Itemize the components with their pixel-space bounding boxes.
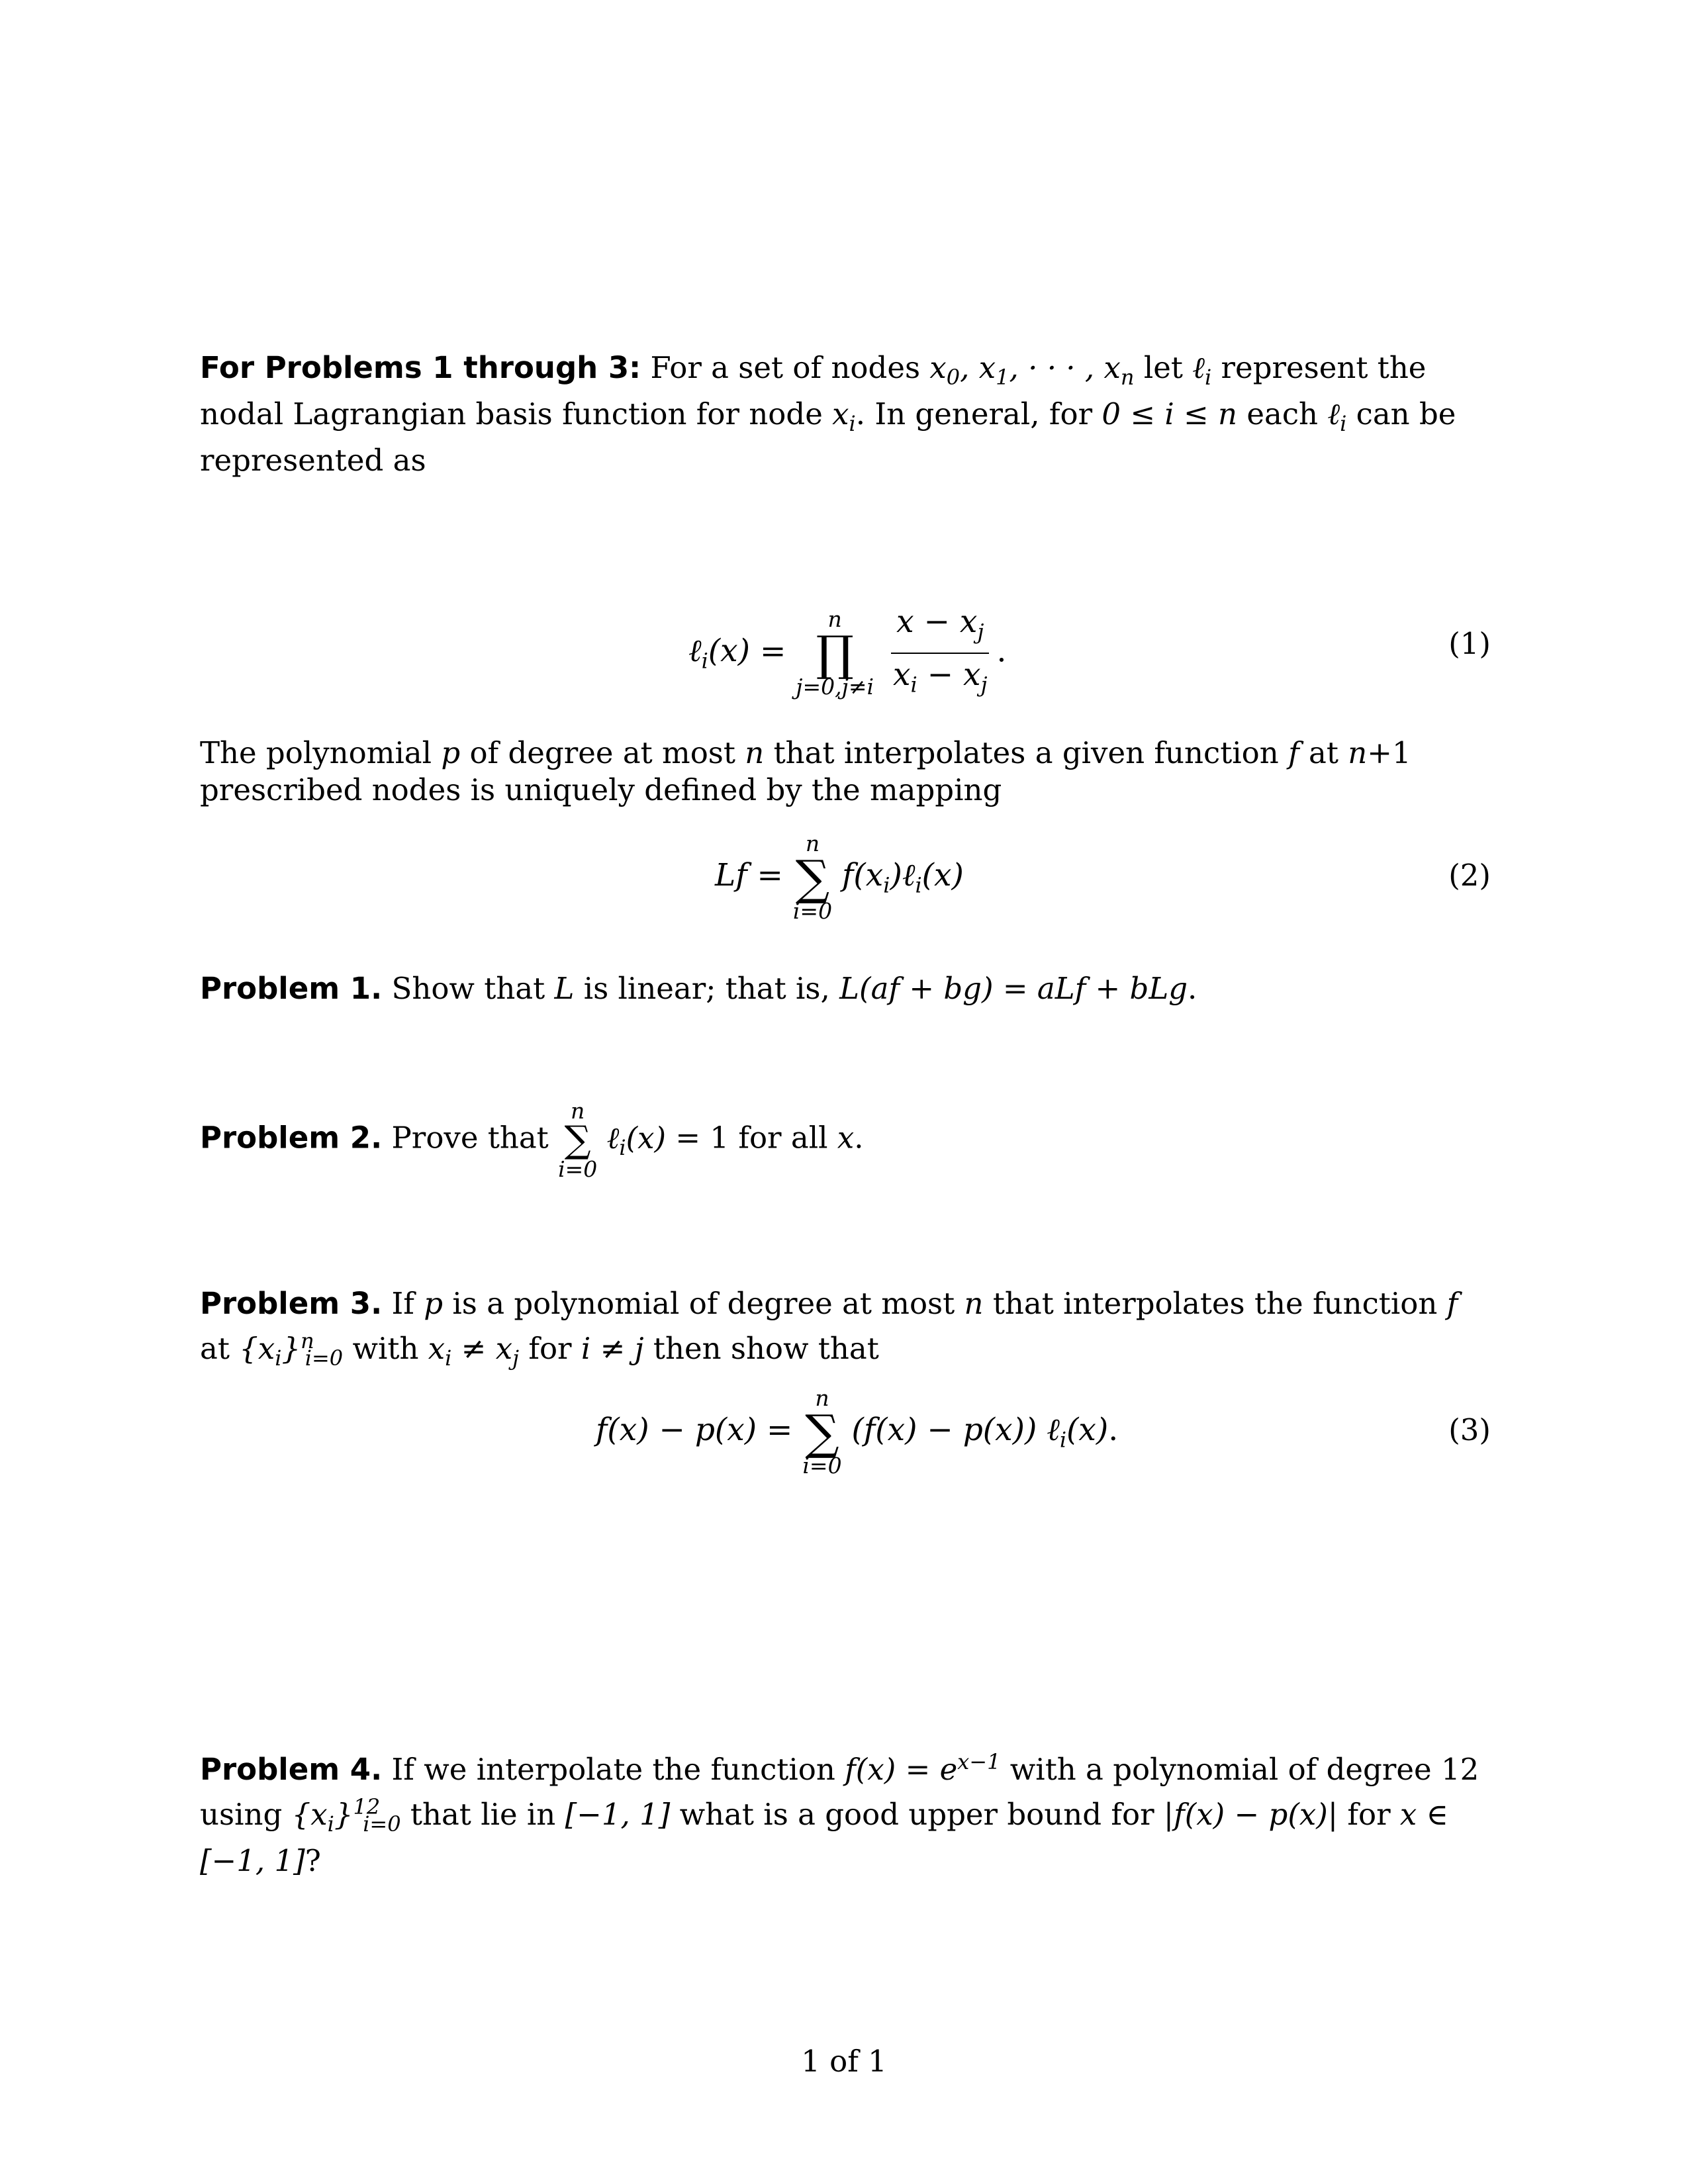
page-number: 1 of 1: [801, 2044, 887, 2079]
equation-3-number: (3): [1448, 1412, 1491, 1447]
intro-paragraph: For Problems 1 through 3: For a set of nodes $x_0$, $x_1$, · · · , $x_n$ let ℓ$_i$ represent the nodal Lagrangian basis function for node $x_i$. In general, for 0 ≤ i ≤ n each ℓ$_i$ can be represented as: [200, 350, 1456, 478]
problem-3-label: Problem 3.: [200, 1286, 383, 1321]
equation-1-number: (1): [1448, 626, 1491, 661]
equation-1: ℓ$_i$(x) = n ∏ j=0,j≠i $\frac{x - x_j}{x_i - x_j}$ .: [688, 604, 1007, 700]
equation-3: f(x) − p(x) = n ∑ i=0 (f(x) − p(x)) ℓ$_i$(x).: [596, 1385, 1119, 1479]
math-nodes: $x_0$, $x_1$, · · · , $x_n$: [929, 350, 1135, 390]
equation-2-number: (2): [1448, 858, 1491, 893]
intro-text: For a set of nodes: [650, 350, 921, 385]
problem-1: Problem 1. Show that L is linear; that is, L(af + bg) = aLf + bLg.: [200, 971, 1197, 1006]
problem-3: Problem 3. If p is a polynomial of degree at most n that interpolates the function f at $\{x_i\}^n_{i=0}$ with $x_i \ne x_j$ for i ≠ j then show that: [200, 1286, 1458, 1371]
problem-4-label: Problem 4.: [200, 1752, 383, 1787]
problem-1-label: Problem 1.: [200, 971, 383, 1006]
problem-4: Problem 4. If we interpolate the function $f(x) = e^{x-1}$ with a polynomial of degree 12 using $\{x_i\}^{12}_{i=0}$ that lie in [−1, 1] what is a good upper bound for |f(x) − p(x)| for x ∈ [−1, 1]?: [200, 1749, 1479, 1878]
problem-2: Problem 2. Prove that n ∑ i=0 ℓ$_i$(x) = 1 for all x.: [200, 1098, 864, 1182]
intro-heading: For Problems 1 through 3:: [200, 350, 641, 385]
equation-2: Lf = n ∑ i=0 $f(x_i)\ell_i(x)$: [715, 831, 964, 924]
interpolation-paragraph: The polynomial p of degree at most n that interpolates a given function f at n+1 prescribed nodes is uniquely defined by the mapping: [200, 735, 1411, 807]
problem-2-label: Problem 2.: [200, 1120, 383, 1156]
